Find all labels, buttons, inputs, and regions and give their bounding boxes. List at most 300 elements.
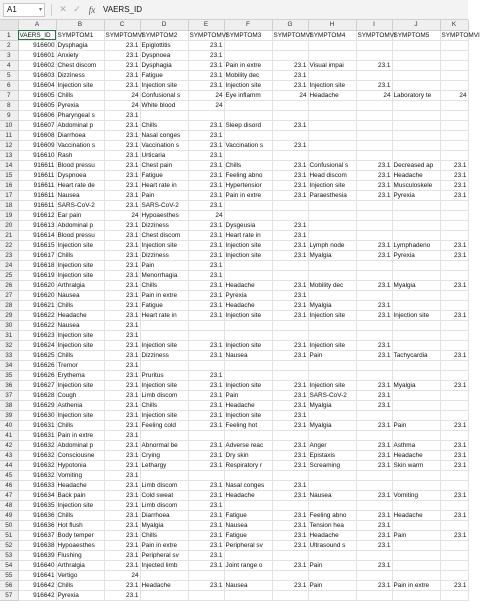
table-cell[interactable]: [356, 120, 392, 130]
table-cell[interactable]: 23.1: [440, 170, 468, 180]
table-cell[interactable]: Injection site: [140, 340, 188, 350]
table-cell[interactable]: 23.1: [440, 350, 468, 360]
table-cell[interactable]: [440, 520, 468, 530]
table-cell[interactable]: Headache: [224, 280, 272, 290]
table-cell[interactable]: 23.1: [188, 530, 224, 540]
table-cell[interactable]: 24: [356, 90, 392, 100]
table-cell[interactable]: 916618: [18, 260, 56, 270]
row-header[interactable]: 2: [0, 40, 18, 50]
table-cell[interactable]: 23.1: [188, 490, 224, 500]
table-cell[interactable]: 23.1: [272, 240, 308, 250]
table-cell[interactable]: 23.1: [356, 60, 392, 70]
table-cell[interactable]: 23.1: [188, 290, 224, 300]
table-cell[interactable]: [392, 320, 440, 330]
table-cell[interactable]: 23.1: [188, 40, 224, 50]
table-cell[interactable]: 916628: [18, 390, 56, 400]
table-cell[interactable]: [188, 470, 224, 480]
table-cell[interactable]: [440, 260, 468, 270]
table-cell[interactable]: 23.1: [188, 140, 224, 150]
table-cell[interactable]: [308, 120, 356, 130]
table-cell[interactable]: 23.1: [188, 180, 224, 190]
table-cell[interactable]: Pain: [308, 580, 356, 590]
table-cell[interactable]: Tremor: [56, 360, 104, 370]
table-cell[interactable]: Fatigue: [140, 300, 188, 310]
table-cell[interactable]: 23.1: [104, 520, 140, 530]
table-cell[interactable]: 23.1: [440, 280, 468, 290]
table-cell[interactable]: Heart rate in: [224, 230, 272, 240]
table-cell[interactable]: [392, 430, 440, 440]
table-cell[interactable]: 24: [188, 210, 224, 220]
table-cell[interactable]: Chills: [140, 120, 188, 130]
table-cell[interactable]: 23.1: [272, 510, 308, 520]
fx-icon[interactable]: fx: [88, 4, 96, 15]
table-cell[interactable]: Chills: [140, 400, 188, 410]
table-cell[interactable]: 916639: [18, 550, 56, 560]
table-cell[interactable]: Nausea: [224, 580, 272, 590]
table-cell[interactable]: [224, 260, 272, 270]
table-cell[interactable]: Chest pain: [140, 160, 188, 170]
table-cell[interactable]: Chills: [56, 420, 104, 430]
table-cell[interactable]: Myalgia: [308, 300, 356, 310]
table-cell[interactable]: 23.1: [272, 410, 308, 420]
row-header[interactable]: 45: [0, 470, 18, 480]
table-cell[interactable]: 23.1: [188, 250, 224, 260]
table-cell[interactable]: 23.1: [356, 80, 392, 90]
table-cell[interactable]: Limb discom: [140, 480, 188, 490]
table-cell[interactable]: [308, 220, 356, 230]
table-cell[interactable]: 23.1: [188, 230, 224, 240]
table-cell[interactable]: Injection site: [224, 410, 272, 420]
table-cell[interactable]: 23.1: [356, 400, 392, 410]
table-cell[interactable]: 916605: [18, 100, 56, 110]
row-header[interactable]: 23: [0, 250, 18, 260]
table-cell[interactable]: [224, 200, 272, 210]
table-cell[interactable]: 23.1: [104, 460, 140, 470]
table-cell[interactable]: 23.1: [272, 70, 308, 80]
table-cell[interactable]: 916601: [18, 50, 56, 60]
table-cell[interactable]: 916641: [18, 570, 56, 580]
row-header[interactable]: 36: [0, 380, 18, 390]
table-cell[interactable]: [440, 400, 468, 410]
table-cell[interactable]: 23.1: [272, 480, 308, 490]
table-cell[interactable]: 23.1: [272, 300, 308, 310]
table-cell[interactable]: SARS-CoV-2: [308, 390, 356, 400]
row-header[interactable]: 8: [0, 100, 18, 110]
table-cell[interactable]: Blood pressu: [56, 230, 104, 240]
table-cell[interactable]: 23.1: [104, 530, 140, 540]
table-cell[interactable]: [272, 100, 308, 110]
table-cell[interactable]: Nasal conges: [224, 480, 272, 490]
table-cell[interactable]: [140, 320, 188, 330]
table-cell[interactable]: 24: [188, 90, 224, 100]
table-cell[interactable]: Myalgia: [392, 380, 440, 390]
table-cell[interactable]: Vomiting: [392, 490, 440, 500]
table-cell[interactable]: [272, 260, 308, 270]
table-cell[interactable]: Vaccination s: [56, 140, 104, 150]
table-cell[interactable]: 23.1: [356, 340, 392, 350]
row-header[interactable]: 40: [0, 420, 18, 430]
table-cell[interactable]: 916604: [18, 80, 56, 90]
table-cell[interactable]: Chills: [56, 250, 104, 260]
table-cell[interactable]: Ear pain: [56, 210, 104, 220]
table-cell[interactable]: [308, 70, 356, 80]
table-cell[interactable]: Chills: [56, 350, 104, 360]
column-title-cell[interactable]: SYMPTOM5: [392, 30, 440, 40]
table-cell[interactable]: Chills: [56, 580, 104, 590]
table-cell[interactable]: [140, 590, 188, 600]
table-cell[interactable]: 23.1: [272, 560, 308, 570]
table-cell[interactable]: Headache: [392, 510, 440, 520]
table-cell[interactable]: Vertigo: [56, 570, 104, 580]
table-cell[interactable]: [188, 360, 224, 370]
table-cell[interactable]: 916614: [18, 230, 56, 240]
table-cell[interactable]: Confusional s: [308, 160, 356, 170]
table-cell[interactable]: 23.1: [104, 580, 140, 590]
table-cell[interactable]: 916622: [18, 320, 56, 330]
row-header[interactable]: 44: [0, 460, 18, 470]
table-cell[interactable]: [140, 470, 188, 480]
table-cell[interactable]: [224, 100, 272, 110]
table-cell[interactable]: [440, 270, 468, 280]
row-header[interactable]: 4: [0, 60, 18, 70]
table-cell[interactable]: Injection site: [224, 250, 272, 260]
table-cell[interactable]: 916608: [18, 130, 56, 140]
column-title-cell[interactable]: SYMPTOM3: [224, 30, 272, 40]
table-cell[interactable]: [440, 360, 468, 370]
table-cell[interactable]: [308, 570, 356, 580]
table-cell[interactable]: [356, 360, 392, 370]
table-cell[interactable]: [272, 200, 308, 210]
table-cell[interactable]: 23.1: [104, 550, 140, 560]
table-cell[interactable]: Feeling abno: [308, 510, 356, 520]
table-cell[interactable]: 916619: [18, 270, 56, 280]
table-cell[interactable]: Pyrexia: [392, 190, 440, 200]
table-cell[interactable]: [440, 100, 468, 110]
table-cell[interactable]: Dysphagia: [56, 40, 104, 50]
table-cell[interactable]: Pyrexia: [56, 100, 104, 110]
table-cell[interactable]: 23.1: [104, 80, 140, 90]
table-cell[interactable]: 23.1: [440, 160, 468, 170]
table-cell[interactable]: 916602: [18, 60, 56, 70]
table-cell[interactable]: Chills: [56, 90, 104, 100]
table-cell[interactable]: Screaming: [308, 460, 356, 470]
table-cell[interactable]: [224, 360, 272, 370]
table-cell[interactable]: [392, 590, 440, 600]
table-cell[interactable]: Pain in extre: [224, 60, 272, 70]
row-header[interactable]: 17: [0, 190, 18, 200]
table-cell[interactable]: 23.1: [188, 240, 224, 250]
table-cell[interactable]: Chills: [140, 530, 188, 540]
table-cell[interactable]: 916636: [18, 510, 56, 520]
table-cell[interactable]: Dyspnoea: [140, 50, 188, 60]
table-cell[interactable]: [356, 570, 392, 580]
table-cell[interactable]: [356, 590, 392, 600]
table-cell[interactable]: Headache: [224, 490, 272, 500]
table-cell[interactable]: Asthma: [392, 440, 440, 450]
table-cell[interactable]: Injection site: [308, 80, 356, 90]
table-cell[interactable]: [440, 370, 468, 380]
table-cell[interactable]: [356, 270, 392, 280]
table-cell[interactable]: 916631: [18, 420, 56, 430]
table-cell[interactable]: [224, 470, 272, 480]
table-cell[interactable]: 916632: [18, 460, 56, 470]
table-cell[interactable]: 23.1: [356, 560, 392, 570]
table-cell[interactable]: Urticaria: [140, 150, 188, 160]
table-cell[interactable]: 23.1: [272, 540, 308, 550]
table-cell[interactable]: 23.1: [272, 180, 308, 190]
table-cell[interactable]: [392, 390, 440, 400]
table-cell[interactable]: Asthenia: [56, 400, 104, 410]
table-cell[interactable]: Abdominal p: [56, 220, 104, 230]
row-header[interactable]: 46: [0, 480, 18, 490]
table-cell[interactable]: 23.1: [356, 510, 392, 520]
table-cell[interactable]: 23.1: [272, 280, 308, 290]
column-title-cell[interactable]: SYMPTOMVI: [441, 31, 480, 39]
table-cell[interactable]: 23.1: [440, 420, 468, 430]
table-cell[interactable]: [224, 330, 272, 340]
table-cell[interactable]: [440, 220, 468, 230]
table-cell[interactable]: [356, 40, 392, 50]
table-cell[interactable]: 23.1: [272, 120, 308, 130]
table-cell[interactable]: [140, 360, 188, 370]
table-cell[interactable]: 23.1: [104, 450, 140, 460]
table-cell[interactable]: [356, 140, 392, 150]
table-cell[interactable]: 23.1: [188, 260, 224, 270]
table-cell[interactable]: 23.1: [188, 550, 224, 560]
table-cell[interactable]: Injection site: [308, 380, 356, 390]
table-cell[interactable]: Eye inflamm: [224, 90, 272, 100]
table-cell[interactable]: [272, 360, 308, 370]
table-cell[interactable]: Head discom: [308, 170, 356, 180]
table-cell[interactable]: Dizziness: [140, 250, 188, 260]
table-cell[interactable]: [392, 70, 440, 80]
table-cell[interactable]: [140, 330, 188, 340]
table-cell[interactable]: [356, 330, 392, 340]
table-cell[interactable]: [392, 330, 440, 340]
table-cell[interactable]: Laboratory te: [392, 90, 440, 100]
column-title-cell[interactable]: VAERS_ID: [18, 30, 56, 40]
table-cell[interactable]: Consciousne: [56, 450, 104, 460]
table-cell[interactable]: 916620: [18, 290, 56, 300]
table-cell[interactable]: [392, 340, 440, 350]
table-cell[interactable]: Lethargy: [140, 460, 188, 470]
table-cell[interactable]: [272, 590, 308, 600]
table-cell[interactable]: 23.1: [104, 490, 140, 500]
table-cell[interactable]: [140, 110, 188, 120]
table-cell[interactable]: Injection site: [56, 500, 104, 510]
table-cell[interactable]: [272, 270, 308, 280]
table-cell[interactable]: [224, 50, 272, 60]
table-cell[interactable]: 23.1: [440, 510, 468, 520]
table-cell[interactable]: Headache: [56, 310, 104, 320]
table-cell[interactable]: [308, 210, 356, 220]
table-cell[interactable]: [224, 590, 272, 600]
table-cell[interactable]: Paraesthesia: [308, 190, 356, 200]
table-cell[interactable]: 916638: [18, 540, 56, 550]
table-cell[interactable]: Headache: [224, 400, 272, 410]
table-cell[interactable]: 23.1: [440, 250, 468, 260]
table-cell[interactable]: [356, 410, 392, 420]
table-cell[interactable]: 23.1: [272, 460, 308, 470]
table-cell[interactable]: [440, 150, 468, 160]
table-cell[interactable]: 23.1: [104, 410, 140, 420]
table-cell[interactable]: 23.1: [188, 450, 224, 460]
table-cell[interactable]: [140, 430, 188, 440]
table-cell[interactable]: [308, 100, 356, 110]
table-cell[interactable]: 23.1: [104, 560, 140, 570]
table-cell[interactable]: [272, 370, 308, 380]
table-cell[interactable]: Rash: [56, 150, 104, 160]
row-header[interactable]: 32: [0, 340, 18, 350]
table-cell[interactable]: Myalgia: [308, 400, 356, 410]
table-cell[interactable]: Injection site: [392, 310, 440, 320]
column-header-i[interactable]: I: [356, 20, 392, 30]
table-cell[interactable]: Injection site: [56, 410, 104, 420]
column-title-cell[interactable]: SYMPTOM4: [308, 30, 356, 40]
row-header[interactable]: 6: [0, 80, 18, 90]
table-cell[interactable]: Skin warm: [392, 460, 440, 470]
table-cell[interactable]: 23.1: [440, 460, 468, 470]
table-cell[interactable]: 23.1: [272, 170, 308, 180]
table-cell[interactable]: 916624: [18, 340, 56, 350]
table-cell[interactable]: Chest discom: [140, 230, 188, 240]
table-cell[interactable]: 23.1: [440, 450, 468, 460]
table-cell[interactable]: [440, 480, 468, 490]
table-cell[interactable]: Injection site: [140, 410, 188, 420]
table-cell[interactable]: 23.1: [272, 450, 308, 460]
table-cell[interactable]: [392, 50, 440, 60]
table-cell[interactable]: [188, 430, 224, 440]
chevron-down-icon[interactable]: ▾: [38, 6, 42, 13]
table-cell[interactable]: 916629: [18, 400, 56, 410]
table-cell[interactable]: 23.1: [188, 190, 224, 200]
table-cell[interactable]: 23.1: [272, 230, 308, 240]
table-cell[interactable]: Headache: [392, 450, 440, 460]
table-cell[interactable]: [440, 60, 468, 70]
table-cell[interactable]: [308, 590, 356, 600]
table-cell[interactable]: [440, 80, 468, 90]
table-cell[interactable]: 23.1: [104, 330, 140, 340]
table-cell[interactable]: 23.1: [188, 130, 224, 140]
table-cell[interactable]: [224, 320, 272, 330]
column-header-g[interactable]: G: [272, 20, 308, 30]
table-cell[interactable]: [356, 230, 392, 240]
row-header[interactable]: 26: [0, 280, 18, 290]
table-cell[interactable]: 23.1: [440, 580, 468, 590]
table-cell[interactable]: [392, 140, 440, 150]
table-cell[interactable]: 916627: [18, 380, 56, 390]
table-cell[interactable]: 23.1: [188, 520, 224, 530]
table-cell[interactable]: Arthralgia: [56, 560, 104, 570]
table-cell[interactable]: Injection site: [308, 310, 356, 320]
table-cell[interactable]: [440, 550, 468, 560]
table-cell[interactable]: 23.1: [356, 380, 392, 390]
table-cell[interactable]: 23.1: [188, 580, 224, 590]
row-header[interactable]: 9: [0, 110, 18, 120]
table-cell[interactable]: Epiglottitis: [140, 40, 188, 50]
table-cell[interactable]: [392, 200, 440, 210]
table-cell[interactable]: 23.1: [104, 360, 140, 370]
table-cell[interactable]: Blood pressu: [56, 160, 104, 170]
table-cell[interactable]: Ultrasound s: [308, 540, 356, 550]
table-cell[interactable]: 916642: [18, 580, 56, 590]
column-header-j[interactable]: J: [392, 20, 440, 30]
table-cell[interactable]: 23.1: [188, 150, 224, 160]
row-header[interactable]: 18: [0, 200, 18, 210]
table-cell[interactable]: 23.1: [104, 110, 140, 120]
table-cell[interactable]: Flushing: [56, 550, 104, 560]
table-cell[interactable]: Pain: [140, 190, 188, 200]
table-cell[interactable]: 23.1: [272, 400, 308, 410]
table-cell[interactable]: Fatigue: [140, 70, 188, 80]
table-cell[interactable]: Injection site: [56, 80, 104, 90]
table-cell[interactable]: Lymphadeno: [392, 240, 440, 250]
table-cell[interactable]: [308, 270, 356, 280]
table-cell[interactable]: Nausea: [224, 520, 272, 530]
table-cell[interactable]: 23.1: [104, 230, 140, 240]
table-cell[interactable]: 23.1: [188, 460, 224, 470]
table-cell[interactable]: [224, 570, 272, 580]
select-all-corner[interactable]: [0, 20, 18, 30]
table-cell[interactable]: 23.1: [272, 250, 308, 260]
name-box[interactable]: [3, 3, 45, 17]
table-cell[interactable]: [440, 130, 468, 140]
table-cell[interactable]: 23.1: [188, 350, 224, 360]
table-cell[interactable]: 23.1: [356, 390, 392, 400]
table-cell[interactable]: [272, 40, 308, 50]
table-cell[interactable]: Hypoaesthes: [56, 540, 104, 550]
row-header[interactable]: 15: [0, 170, 18, 180]
table-cell[interactable]: 23.1: [104, 370, 140, 380]
row-header[interactable]: 1: [0, 30, 18, 40]
table-cell[interactable]: Tachycardia: [392, 350, 440, 360]
table-cell[interactable]: 23.1: [188, 500, 224, 510]
table-cell[interactable]: [392, 110, 440, 120]
row-header[interactable]: 7: [0, 90, 18, 100]
table-cell[interactable]: 23.1: [188, 480, 224, 490]
row-header[interactable]: 56: [0, 580, 18, 590]
column-header-d[interactable]: D: [140, 20, 188, 30]
table-cell[interactable]: Feeling hot: [224, 420, 272, 430]
table-cell[interactable]: Injection site: [56, 240, 104, 250]
table-cell[interactable]: [356, 470, 392, 480]
table-cell[interactable]: [356, 290, 392, 300]
table-cell[interactable]: 23.1: [272, 310, 308, 320]
table-cell[interactable]: [440, 320, 468, 330]
table-cell[interactable]: [440, 290, 468, 300]
table-cell[interactable]: Feeling cold: [140, 420, 188, 430]
table-cell[interactable]: 916621: [18, 300, 56, 310]
table-cell[interactable]: [272, 330, 308, 340]
table-cell[interactable]: 23.1: [188, 200, 224, 210]
table-cell[interactable]: [440, 390, 468, 400]
table-cell[interactable]: [392, 370, 440, 380]
table-cell[interactable]: Pain: [392, 530, 440, 540]
table-cell[interactable]: 23.1: [440, 180, 468, 190]
table-cell[interactable]: [392, 230, 440, 240]
table-cell[interactable]: Injection site: [140, 380, 188, 390]
table-cell[interactable]: [308, 370, 356, 380]
table-cell[interactable]: 23.1: [104, 200, 140, 210]
table-cell[interactable]: 23.1: [272, 390, 308, 400]
row-header[interactable]: 28: [0, 300, 18, 310]
table-cell[interactable]: [188, 330, 224, 340]
table-cell[interactable]: Cough: [56, 390, 104, 400]
row-header[interactable]: 29: [0, 310, 18, 320]
table-cell[interactable]: 24: [104, 570, 140, 580]
row-header[interactable]: 50: [0, 520, 18, 530]
table-cell[interactable]: 916626: [18, 370, 56, 380]
